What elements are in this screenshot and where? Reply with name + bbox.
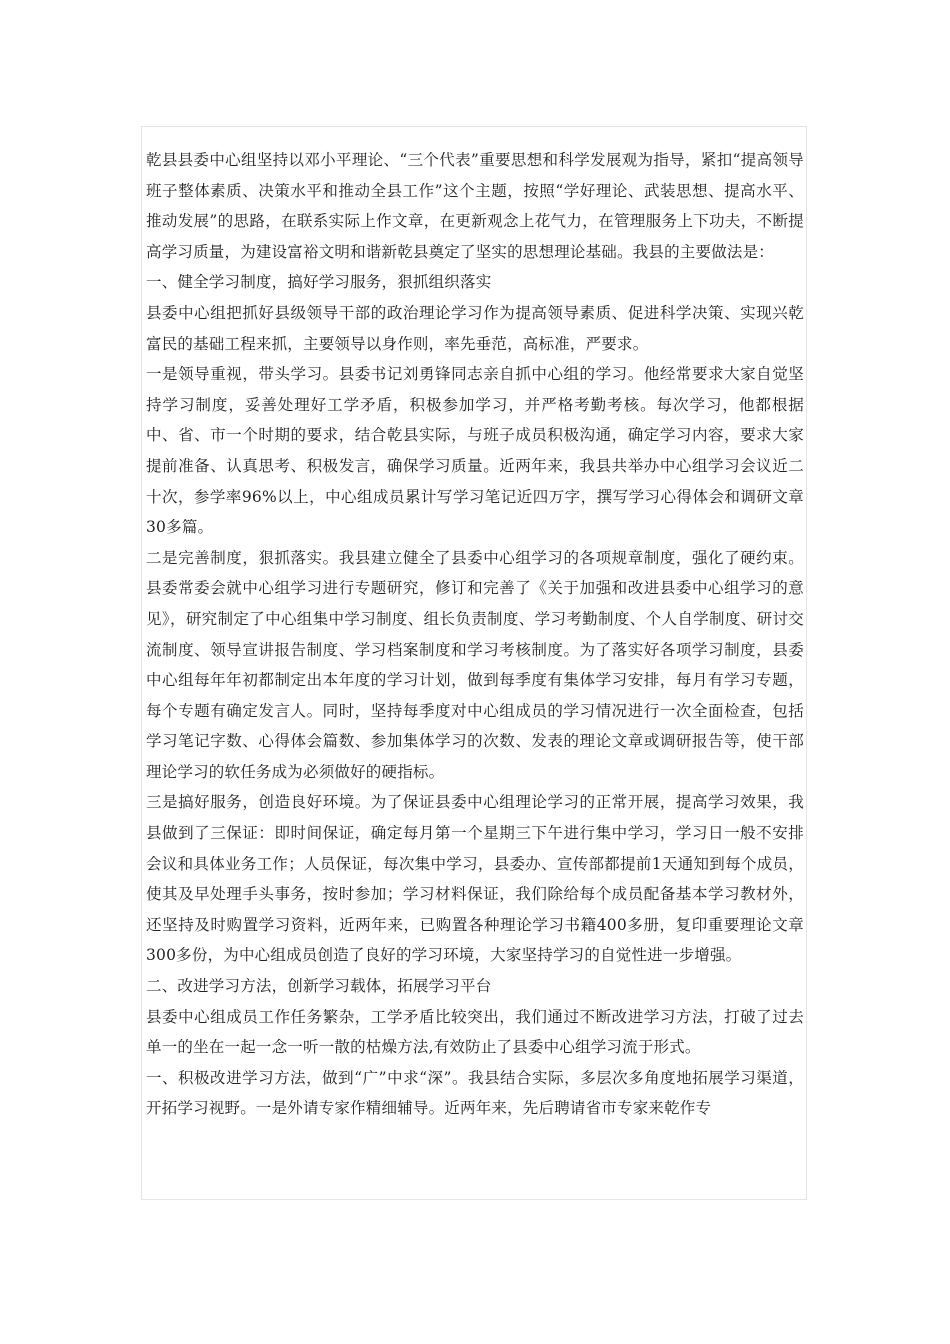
paragraph: 三是搞好服务，创造良好环境。为了保证县委中心组理论学习的正常开展，提高学习效果，我县做到了三保证：即时间保证，确定每月第一个星期三下午进行集中学习，学习日一般不安排会议和具体业务工作；人员保证，每次集中学习，县委办、宣传部都提前1天通知到每个成员，使其及早处理手头事务，按时参加；学习材料保证，我们除给每个成员配备基本学习教材外，还坚持及时购置学习资料，近两年来，已购置各种理论学习书籍400多册，复印重要理论文章 300多份，为中心组成员创造了良好的学习环境，大家坚持学习的自觉性进一步增强。	[146, 793, 804, 965]
section-heading-1: 一、健全学习制度，搞好学习服务，狠抓组织落实	[146, 273, 492, 292]
paragraph: 一、积极改进学习方法，做到“广”中求“深”。我县结合实际，多层次多角度地拓展学习渠道，开拓学习视野。一是外请专家作精细辅导。近两年来，先后聘请省市专家来乾作专	[146, 1068, 804, 1118]
paragraph: 县委中心组把抓好县级领导干部的政治理论学习作为提高领导素质、促进科学决策、实现兴乾富民的基础工程来抓，主要领导以身作则，率先垂范，高标准，严要求。	[146, 303, 804, 353]
paragraph-intro: 乾县县委中心组坚持以邓小平理论、“三个代表”重要思想和科学发展观为指导，紧扣“提高领导班子整体素质、决策水平和推动全县工作”这个主题，按照“学好理论、武装思想、提高水平、推动发展”的思路，在联系实际上作文章，在更新观念上花气力，在管理服务上下功夫，不断提高学习质量，为建设富裕文明和谐新乾县奠定了坚实的思想理论基础。我县的主要做法是：	[146, 151, 804, 261]
paragraph: 一是领导重视，带头学习。县委书记刘勇锋同志亲自抓中心组的学习。他经常要求大家自觉坚持学习制度，妥善处理好工学矛盾，积极参加学习，并严格考勤考核。每次学习，他都根据中、省、市一个时期的要求，结合乾县实际，与班子成员积极沟通，确定学习内容，要求大家提前准备、认真思考、积极发言，确保学习质量。近两年来，我县共举办中心组学习会议近二十次，参学率96%以上，中心组成员累计写学习笔记近四万字，撰写学习心得体会和调研文章30多篇。	[146, 365, 804, 537]
paragraph: 二是完善制度，狠抓落实。我县建立健全了县委中心组学习的各项规章制度，强化了硬约束。县委常委会就中心组学习进行专题研究，修订和完善了《关于加强和改进县委中心组学习的意见》，研究制定了中心组集中学习制度、组长负责制度、学习考勤制度、个人自学制度、研讨交流制度、领导宣讲报告制度、学习档案制度和学习考核制度。为了落实好各项学习制度，县委中心组每年年初都制定出本年度的学习计划，做到每季度有集体学习安排，每月有学习专题，每个专题有确定发言人。同时，坚持每季度对中心组成员的学习情况进行一次全面检查，包括学习笔记字数、心得体会篇数、参加集体学习的次数、发表的理论文章或调研报告等，使干部理论学习的软任务成为必须做好的硬指标。	[146, 548, 804, 781]
document-body	[142, 127, 806, 1124]
paragraph: 县委中心组成员工作任务繁杂，工学矛盾比较突出，我们通过不断改进学习方法，打破了过去单一的坐在一起一念一听一散的枯燥方法,有效防止了县委中心组学习流于形式。	[146, 1007, 804, 1057]
document-page	[141, 126, 807, 1200]
section-heading-2: 二、改进学习方法，创新学习载体，拓展学习平台	[146, 977, 492, 996]
